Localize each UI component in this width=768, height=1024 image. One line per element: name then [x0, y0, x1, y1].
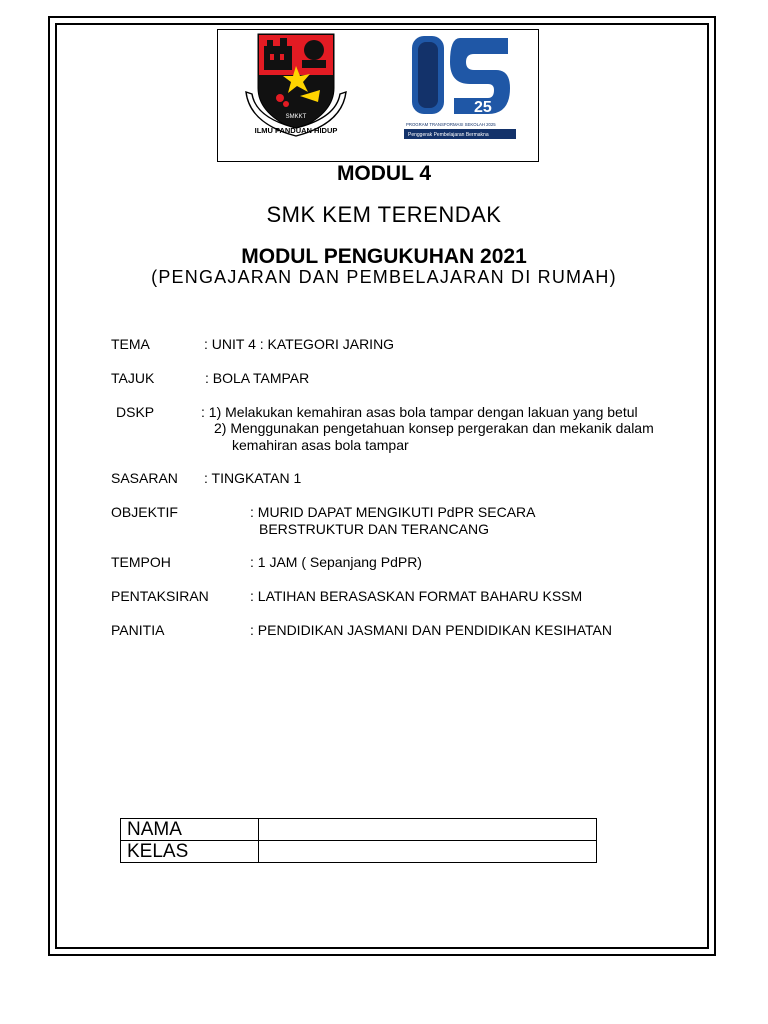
- dskp-line-1: : 1) Melakukan kemahiran asas bola tampar dengan lakuan yang betul: [201, 404, 638, 420]
- pentaksiran-value: : LATIHAN BERASASKAN FORMAT BAHARU KSSM: [250, 588, 583, 604]
- ts-tagline-text: Penggerak Pembelajaran Bermakna: [408, 132, 489, 138]
- sasaran-label: SASARAN: [111, 470, 178, 486]
- school-name: SMK KEM TERENDAK: [266, 202, 502, 227]
- ts-number-text: 25: [474, 99, 492, 116]
- objektif-line-2: BERSTRUKTUR DAN TERANCANG: [259, 521, 489, 537]
- nama-field[interactable]: [259, 819, 597, 841]
- tema-value: : UNIT 4 : KATEGORI JARING: [204, 336, 395, 352]
- tajuk-value: : BOLA TAMPAR: [205, 370, 310, 386]
- kelas-label: KELAS: [121, 841, 259, 863]
- crest-code-text: SMKKT: [285, 114, 307, 120]
- tempoh-label: TEMPOH: [111, 554, 171, 570]
- panitia-label: PANITIA: [111, 622, 165, 638]
- ts25-program-logo: [404, 32, 516, 144]
- table-row: [121, 841, 597, 863]
- logo-box: [217, 29, 539, 162]
- table-row: [121, 819, 597, 841]
- ts-program-text: PROGRAM TRANSFORMASI SEKOLAH 2025: [406, 122, 496, 127]
- objektif-line-1: : MURID DAPAT MENGIKUTI PdPR SECARA: [250, 504, 536, 520]
- dskp-line-3: kemahiran asas bola tampar: [232, 437, 409, 453]
- objektif-label: OBJEKTIF: [111, 504, 178, 520]
- crest-motto-text: ILMU PANDUAN HIDUP: [254, 126, 338, 135]
- pentaksiran-label: PENTAKSIRAN: [111, 588, 209, 604]
- module-title: MODUL PENGUKUHAN 2021: [241, 245, 527, 268]
- sasaran-value: : TINGKATAN 1: [204, 470, 302, 486]
- dskp-label: DSKP: [116, 404, 155, 420]
- nama-label: NAMA: [121, 819, 259, 841]
- school-crest-logo: [240, 32, 352, 138]
- tajuk-label: TAJUK: [111, 370, 155, 386]
- student-info-table: [120, 818, 597, 863]
- panitia-value: : PENDIDIKAN JASMANI DAN PENDIDIKAN KESIHATAN: [250, 622, 612, 638]
- kelas-field[interactable]: [259, 841, 597, 863]
- module-subtitle: (PENGAJARAN DAN PEMBELAJARAN DI RUMAH): [151, 267, 617, 287]
- tempoh-value: : 1 JAM ( Sepanjang PdPR): [250, 554, 422, 570]
- tema-label: TEMA: [111, 336, 150, 352]
- module-number: MODUL 4: [336, 162, 432, 185]
- dskp-line-2: 2) Menggunakan pengetahuan konsep pergerakan dan mekanik dalam: [214, 420, 654, 436]
